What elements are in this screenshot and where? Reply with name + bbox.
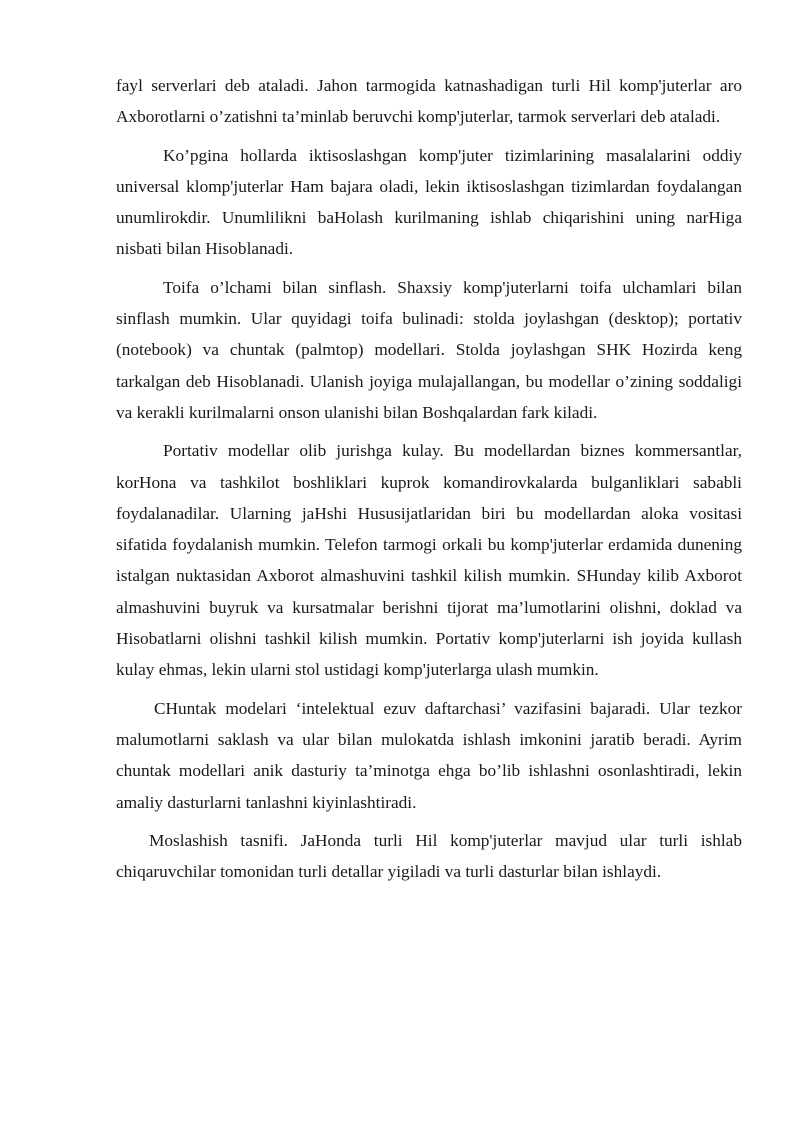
paragraph-specialized-systems: Ko’pgina hollarda iktisoslashgan komp'juter tizimlarining masalalarini oddiy universal klomp'juterlar Ham bajara oladi, lekin iktisoslashgan tizimlardan foydalangan unumlirokdir. Unumlilikni baHolash kurilmaning ishlab chiqarishini uning narHiga nisbati bilan Hisoblanadi.: [116, 145, 742, 259]
paragraph-pocket-models: CHuntak modelari ‘intelektual ezuv daftarchasi’ vazifasini bajaradi. Ular tezkor malumotlarni saklash va ular bilan mulokatda ishlash imkonini jaratib beradi. Ayrim chuntak modellari anik dasturiy ta’minotga ehga bo’lib ishlashni osonlashtiradi, lekin amaliy dasturlarni tanlashni kiyinlashtiradi.: [116, 698, 742, 812]
paragraph-compatibility-classification: Moslashish tasnifi. JaHonda turli Hil komp'juterlar mavjud ular turli ishlab chiqaruvchilar tomonidan turli detallar yigiladi va turli dasturlar bilan ishlaydi.: [116, 830, 742, 882]
paragraph-portable-models: Portativ modellar olib jurishga kulay. Bu modellardan biznes kommersantlar, korHona va tashkilot boshliklari kuprok komandirovkalarda bulganliklari sababli foydalanadilar. Ularning jaHshi Hususijatlaridan biri bu modellardan aloka vositasi sifatida foydalanish mumkin. Telefon tarmogi orkali bu komp'juterlar erdamida dunening istalgan nuktasidan Axborot almashuvini tashkil kilish mumkin. SHunday kilib Axborot almashuvini buyruk va kursatmalar berishni tijorat ma’lumotlarini olishni, doklad va Hisobatlarni olishni tashkil kilish mumkin. Portativ komp'juterlarni ish joyida kullash kulay ehmas, lekin ularni stol ustidagi komp'juterlarga ulash mumkin.: [116, 441, 742, 680]
paragraph-size-classification: Toifa o’lchami bilan sinflash. Shaxsiy komp'juterlarni toifa ulchamlari bilan sinflash mumkin. Ular quyidagi toifa bulinadi: stolda joylashgan (desktop); portativ (notebook) va chuntak (palmtop) modellari. Stolda joylashgan SHK Hozirda keng tarkalgan deb Hisoblanadi. Ulanish joyiga mulajallangan, bu modellar o’zining soddaligi va kerakli kurilmalarni onson ulanishi bilan Boshqalardan fark kiladi.: [116, 277, 742, 422]
document-body: [116, 70, 742, 894]
paragraph-file-servers: fayl serverlari deb ataladi. Jahon tarmogida katnashadigan turli Hil komp'juterlar aro Axborotlarni o’zatishni ta’minlab beruvchi komp'juterlar, tarmok serverlari deb ataladi.: [116, 76, 742, 127]
